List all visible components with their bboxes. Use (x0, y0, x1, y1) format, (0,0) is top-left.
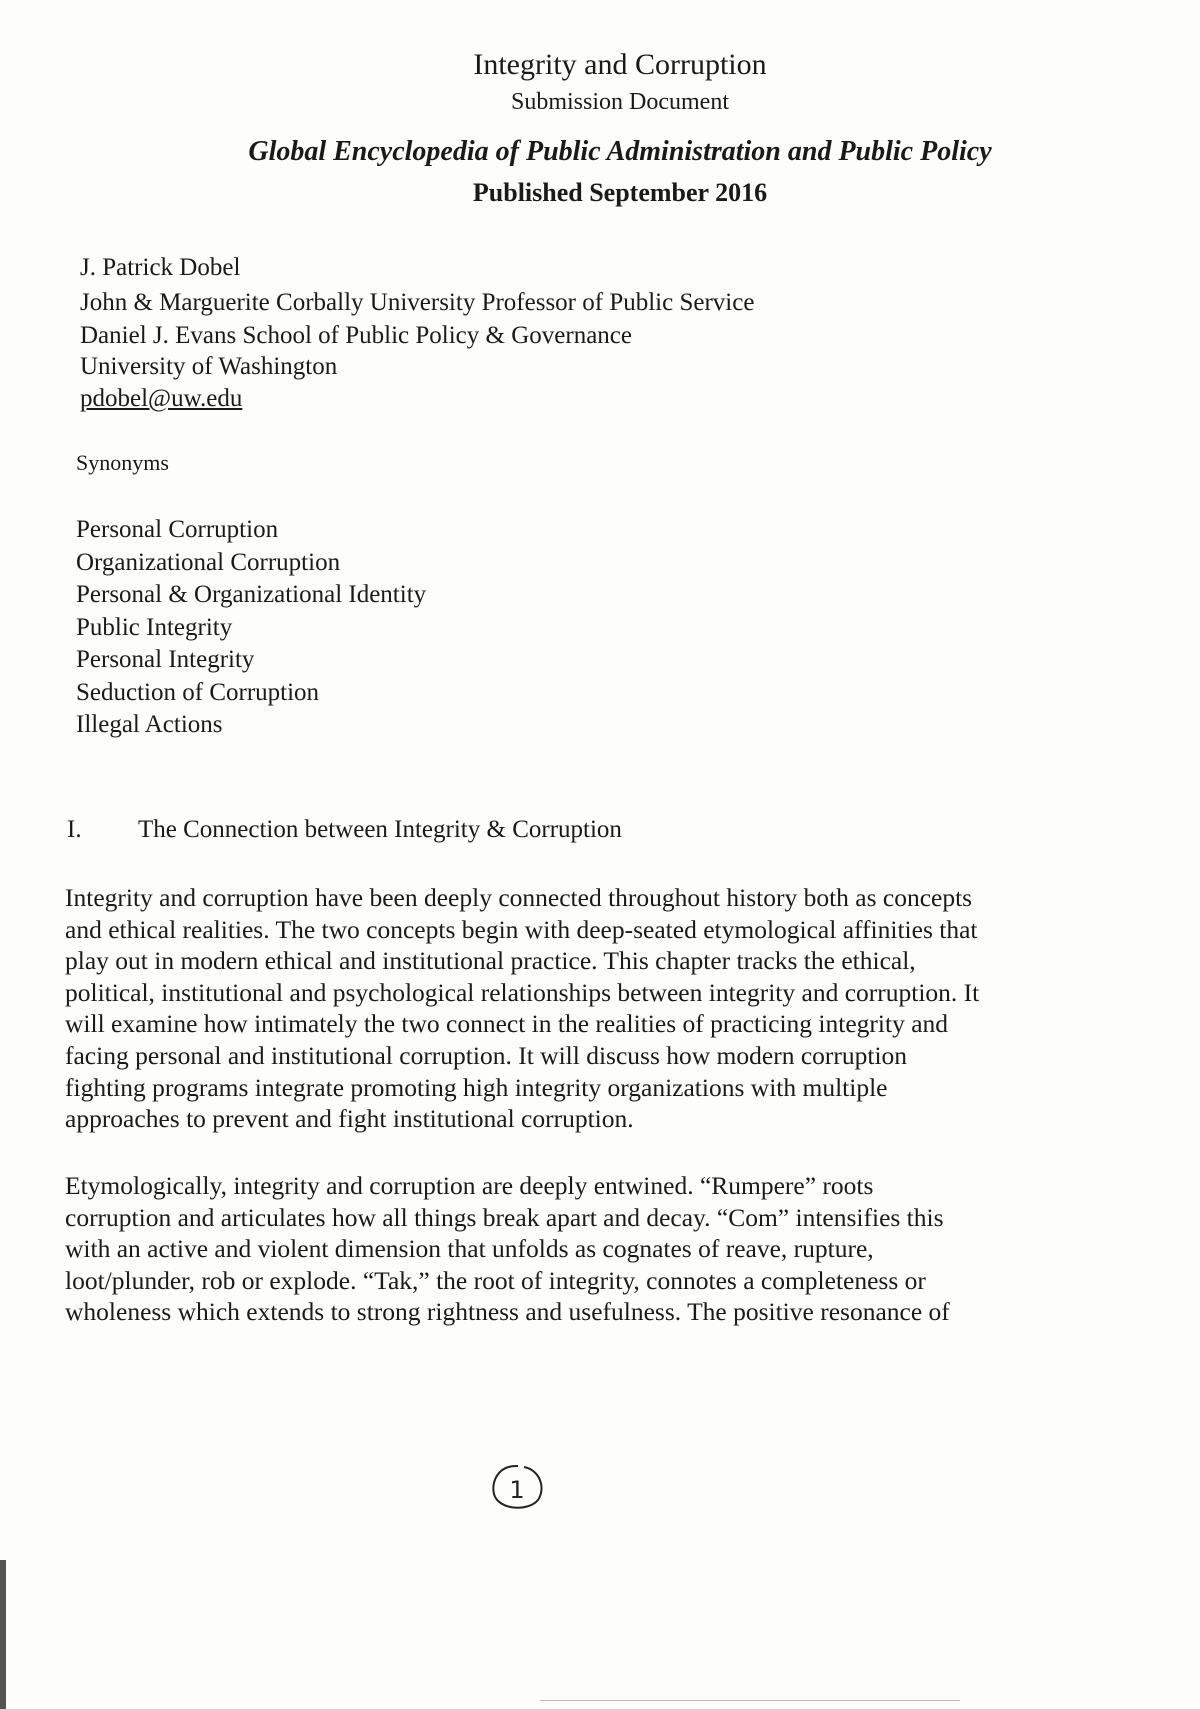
author-school: Daniel J. Evans School of Public Policy & Governance (80, 322, 632, 349)
paragraph-line: Etymologically, integrity and corruption are deeply entwined. “Rumpere” roots (65, 1171, 874, 1200)
synonym-item: Seduction of Corruption (76, 678, 320, 706)
paragraph-line: play out in modern ethical and institutional practice. This chapter tracks the ethical, (65, 946, 916, 976)
scan-bottom-line (540, 1700, 960, 1701)
synonym-item: Personal Corruption (76, 516, 279, 543)
author-university: University of Washington (80, 353, 338, 380)
synonym-item: Illegal Actions (76, 711, 223, 738)
paragraph-line: wholeness which extends to strong rightness and usefulness. The positive resonance of (65, 1297, 950, 1327)
author-email-link[interactable]: pdobel@uw.edu (80, 385, 243, 412)
paragraph-line: approaches to prevent and fight institutional corruption. (65, 1104, 634, 1134)
section-number: I. (67, 816, 82, 843)
document-subtitle: Submission Document (510, 89, 729, 115)
document-title: Integrity and Corruption (473, 48, 767, 81)
paragraph-line: political, institutional and psychological relationships between integrity and corruption. It (65, 977, 980, 1007)
publication-name: Global Encyclopedia of Public Administration and Public Policy (248, 136, 992, 167)
synonym-item: Organizational Corruption (76, 548, 341, 576)
synonym-item: Public Integrity (76, 613, 233, 641)
paragraph-line: corruption and articulates how all things break apart and decay. “Com” intensifies this (65, 1202, 944, 1232)
scan-edge-shadow (0, 1560, 6, 1709)
publication-date: Published September 2016 (472, 178, 768, 207)
synonym-item: Personal & Organizational Identity (76, 581, 427, 608)
paragraph-line: will examine how intimately the two connect in the realities of practicing integrity and (65, 1009, 949, 1039)
synonym-item: Personal Integrity (76, 646, 255, 673)
paragraph-line: facing personal and institutional corruption. It will discuss how modern corruption (65, 1041, 908, 1070)
paragraph-line: fighting programs integrate promoting high integrity organizations with multiple (65, 1072, 888, 1102)
author-name: J. Patrick Dobel (80, 254, 241, 281)
author-position: John & Marguerite Corbally University Professor of Public Service (80, 289, 755, 316)
page-number: 1 (509, 1476, 525, 1504)
handwritten-page-number-circle (488, 1462, 546, 1514)
section-title: The Connection between Integrity & Corruption (138, 816, 622, 843)
paragraph-line: and ethical realities. The two concepts begin with deep-seated etymological affinities that (65, 914, 978, 944)
synonyms-heading: Synonyms (76, 450, 169, 475)
paragraph-line: with an active and violent dimension that unfolds as cognates of reave, rupture, (65, 1234, 874, 1264)
paragraph-line: loot/plunder, rob or explode. “Tak,” the root of integrity, connotes a completeness or (65, 1265, 926, 1295)
paragraph-line: Integrity and corruption have been deeply connected throughout history both as concepts (65, 883, 973, 912)
